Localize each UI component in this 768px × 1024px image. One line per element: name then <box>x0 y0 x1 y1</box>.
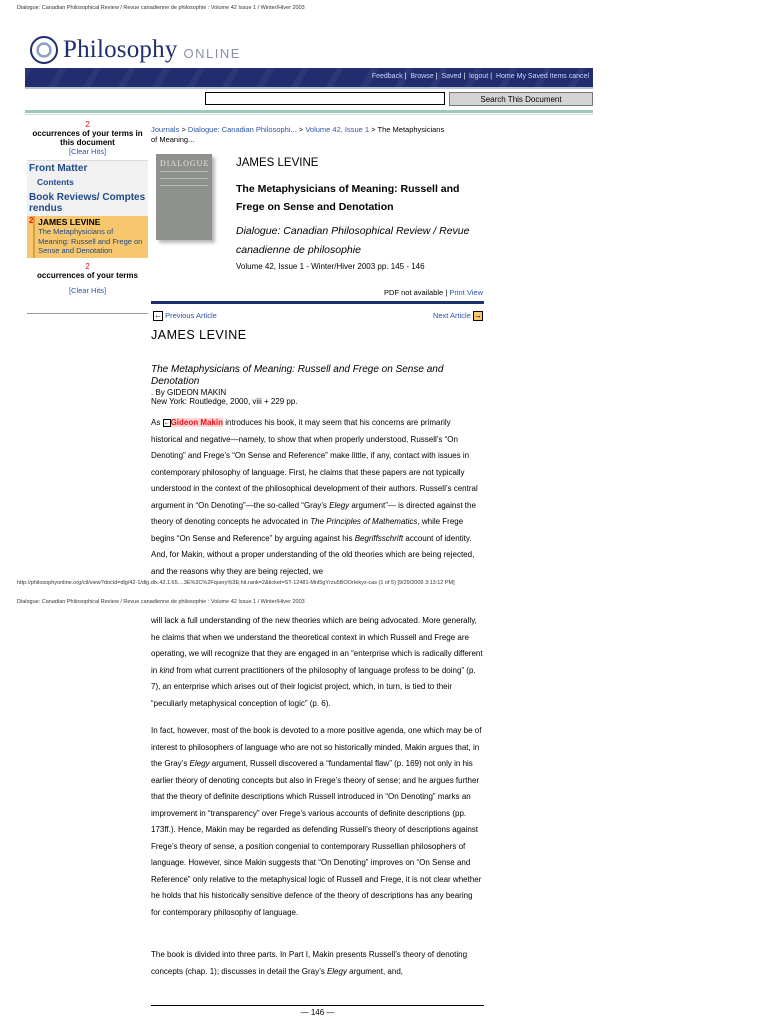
crumb-issue[interactable]: Volume 42, Issue 1 <box>305 125 370 134</box>
feedback-link[interactable]: Feedback <box>371 73 403 80</box>
paragraph-3: The book is divided into three parts. In Part I, Makin presents Russell’s theory of denoting concepts (chap. 1); discusses in detail the Gray’s Elegy argument, and, <box>151 950 468 976</box>
logo-online: ONLINE <box>183 46 241 61</box>
crumb-journals[interactable]: Journals <box>151 125 180 134</box>
crumb-journal[interactable]: Dialogue: Canadian Philosophi... <box>187 125 297 134</box>
article-nav <box>151 310 484 324</box>
saved-link[interactable]: Saved <box>441 73 462 80</box>
search-document-button[interactable]: Search This Document <box>449 92 593 106</box>
footer-divider <box>151 1005 484 1006</box>
divider <box>25 110 593 113</box>
browse-link[interactable]: Browse <box>410 73 434 80</box>
article-author: JAMES LEVINE <box>151 328 247 342</box>
breadcrumb: Journals > Dialogue: Canadian Philosophi... > Volume 42, Issue 1 > The Metaphysicians of Meaning... <box>151 125 445 144</box>
next-article-link[interactable] <box>433 311 483 321</box>
seal-icon <box>30 36 58 64</box>
page-header: Dialogue: Canadian Philosophical Review / Revue canadienne de philosophie : Volume 42 Issue 1 / Winter/Hiver 2003 <box>17 5 305 11</box>
pdf-not-available: PDF not available <box>384 288 444 297</box>
print-view-link[interactable]: Print View <box>449 288 483 297</box>
cover-title: DIALOGUE <box>160 159 210 168</box>
toc-current-author: JAMES LEVINE <box>38 217 101 227</box>
previous-article-link[interactable] <box>153 311 217 321</box>
meta-journal: Dialogue: Canadian Philosophical Review / Revue canadienne de philosophie <box>236 225 470 256</box>
previous-article-label[interactable]: Previous Article <box>165 311 217 320</box>
book-details <box>151 388 298 406</box>
page-footer-url: http://philosophyonline.org/ctl/view?docId=dlg/42-1/dlg.dlx.42.1.65....3E%3C%2Fquery%3E;hit.rank=2&ticket=ST-12481-Mnl5gYrzu5BOOrIekyx-cas (1 of 5) [9/29/2009 3:13:12 PM] <box>17 580 455 586</box>
toc <box>27 160 148 258</box>
paragraph-1-continued: will lack a full understanding of the new theories which are being advocated. More generally, he claims that when we understand the theoretical context in which Russell and Frege are operating, we will recognize that they are engaged in an “enterprise which is radically different in kind from what current practitioners of the philosophy of language profess to be doing” (p. 7), an enterprise which arises out of their logicist project, which, in turn, is tied to their “peculiarly metaphysical conception of logic” (p. 6). <box>151 616 483 708</box>
toc-hit-count: 2 <box>29 216 34 225</box>
logout-link[interactable]: logout <box>469 73 489 80</box>
book-title: The Metaphysicians of Meaning: Russell and Frege on Sense and Denotation <box>151 364 444 387</box>
page-header-2: Dialogue: Canadian Philosophical Review / Revue canadienne de philosophie : Volume 42 Issue 1 / Winter/Hiver 2003 <box>17 599 305 605</box>
page-number: — 146 — <box>300 1008 335 1017</box>
sidebar-divider <box>27 313 148 314</box>
home-link[interactable]: Home <box>495 73 515 80</box>
hit-count-label-2: occurrences of your terms <box>37 270 138 280</box>
clear-hits-link-2[interactable]: [Clear Hits] <box>68 285 107 295</box>
next-article-label[interactable]: Next Article <box>432 311 471 320</box>
nav-underline <box>25 87 593 89</box>
divider-navy <box>151 301 484 304</box>
hit-count-label: occurrences of your terms in this document <box>32 129 143 147</box>
crumb-current: The Metaphysicians of Meaning... <box>151 125 445 144</box>
site-logo[interactable] <box>30 34 241 66</box>
book-author: . By GIDEON MAKIN <box>151 388 227 397</box>
toc-front-matter[interactable]: Front Matter <box>29 163 88 174</box>
clear-hits-link[interactable]: [Clear Hits] <box>68 147 107 156</box>
paragraph-2: In fact, however, most of the book is devoted to a more positive agenda, one which may be of interest to philosophers of language who are not so historically minded. Makin argues that, in the Gray’s Elegy argument, Russell discovered a “fundamental flaw” (p. 169) not only in his earlier theory of denoting concepts but also in Frege’s theory of sense; and he argues further that the theory of definite descriptions which Russell introduced in “On Denoting” marks an improvement in “transparency” over Frege’s various accounts of definite descriptions (pp. 173ff.). Hence, Makin may be regarded as defending Russell’s theory of descriptions against Frege’s theory of sense, a position congenial to contemporary Russellian philosophers of language. However, since Makin suggests that “On Denoting” improves on “On Sense and Reference” only relative to the metaphysical logic of Russell and Frege, it is not clear whether he holds that his historically sensitive defence of the theory of descriptions has any bearing for contemporary philosophy of language. <box>151 726 482 917</box>
cancel-link[interactable]: cancel <box>568 73 589 80</box>
toc-book-reviews[interactable]: Book Reviews/ Comptes rendus <box>29 192 146 214</box>
logo-word: Philosophy <box>63 36 178 63</box>
hit-count-2: 2 <box>85 261 90 271</box>
highlighted-term: Gideon Makin <box>170 418 224 427</box>
hit-count: 2 <box>85 120 90 129</box>
search-input[interactable] <box>205 92 445 105</box>
toc-current-title[interactable]: The Metaphysicians of Meaning: Russell and Frege on Sense and Denotation <box>38 227 143 255</box>
pdf-status: PDF not available | Print View <box>384 288 483 297</box>
paragraph-1: As ←Gideon Makin introduces his book, it may seem that his concerns are primarily historical and negative—namely, to show that when properly understood, Russell’s “On Denoting” and Frege’s “On Sense and Reference” make little, if any, contact with issues in contemporary philosophy of language. First, he claims that these papers are not typically understood in the context of the philosophical development of their authors. Russell’s central argument in “On Denoting”—the so-called “Gray’s Elegy argument”— is directed against the theory of denoting concepts he advocated in The Principles of Mathematics, while Frege begins “On Sense and Reference” by arguing against his Begriffsschrift account of identity. And, for Makin, without a proper understanding of the old theories which are being rejected, and the reasons why they are being rejected, we <box>151 418 478 576</box>
nav-bar <box>25 68 593 87</box>
my-saved-items-link[interactable]: My Saved Items <box>516 73 567 80</box>
arrow-left-icon: ← <box>154 311 162 321</box>
journal-cover-image <box>156 154 212 240</box>
book-publisher: New York: Routledge, 2000, viii + 229 pp. <box>151 397 298 406</box>
divider-2 <box>25 114 593 115</box>
meta-volume: Volume 42, Issue 1 - Winter/Hiver 2003 pp. 145 - 146 <box>236 262 425 271</box>
nav-links: Feedback | Browse | Saved | logout | Home My Saved Items cancel <box>371 73 589 80</box>
arrow-right-icon: → <box>474 311 482 321</box>
meta-title: The Metaphysicians of Meaning: Russell and Frege on Sense and Denotation <box>236 183 460 213</box>
hit-marker-icon[interactable]: ← <box>163 419 170 426</box>
toc-current-item[interactable] <box>27 216 148 258</box>
toc-contents[interactable]: Contents <box>37 177 74 187</box>
sidebar <box>27 120 148 295</box>
meta-author: JAMES LEVINE <box>236 157 319 169</box>
